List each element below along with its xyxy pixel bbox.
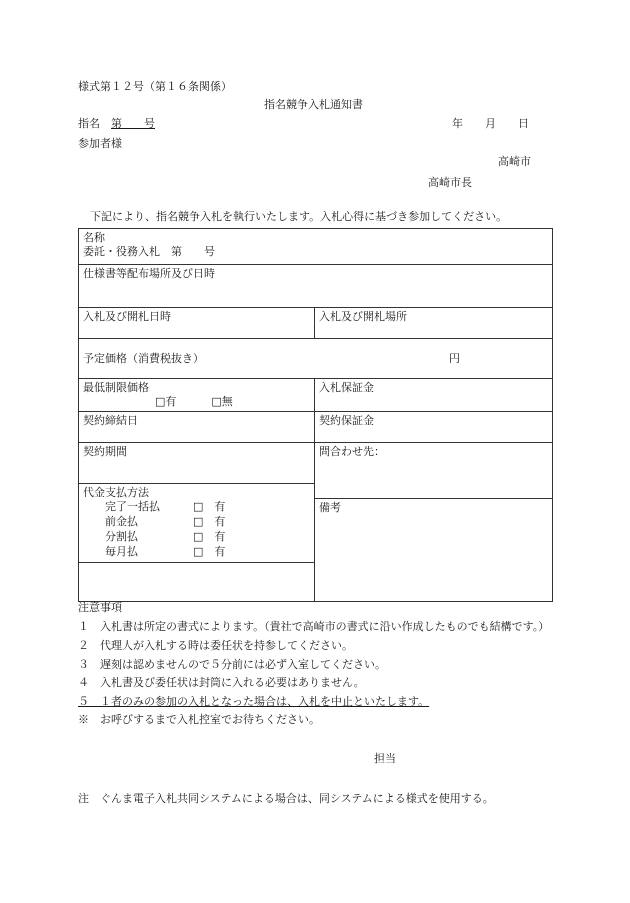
- remarks-cell: [315, 499, 553, 602]
- contract-period-label: 契約期間: [83, 445, 127, 458]
- designation-prefix: 指名: [78, 117, 100, 130]
- notice-table: [78, 228, 553, 602]
- bid-deposit-label: 入札保証金: [319, 381, 374, 394]
- min-price-no-checkbox[interactable]: □無: [211, 395, 233, 408]
- footer-note: 注 ぐんま電子入札共同システムによる場合は、同システムによる様式を使用する。: [78, 792, 494, 805]
- name-cell: [79, 229, 553, 265]
- designation-number: 第 号: [111, 117, 155, 130]
- contract-date-cell: [79, 412, 315, 443]
- intro-text: 下記により、指名競争入札を執行いたします。入札心得に基づき参加してください。: [90, 210, 508, 223]
- inquiry-cell: [315, 443, 553, 499]
- document-title: 指名競争入札通知書: [264, 98, 363, 111]
- payment-checkbox[interactable]: □ 有: [193, 515, 226, 528]
- note-item: ※ お呼びするまで入札控室でお待ちください。: [78, 713, 320, 726]
- payment-name: 前金払: [105, 515, 138, 528]
- contact-label: 担当: [374, 752, 396, 765]
- bid-datetime-label: 入札及び開札日時: [83, 310, 171, 323]
- contract-period-cell: [79, 443, 315, 484]
- contract-deposit-label: 契約保証金: [319, 414, 374, 427]
- blank-cell: [79, 563, 315, 602]
- note-item: ５ １者のみの参加の入札となった場合は、入札を中止といたします。: [78, 695, 430, 708]
- note-item: １ 入札書は所定の書式によります。（貴社で高崎市の書式に沿い作成したものでも結構です。）: [78, 620, 550, 633]
- spec-label: 仕様書等配布場所及び日時: [83, 267, 215, 280]
- payment-row: [83, 500, 310, 515]
- issuer-mayor: 高崎市長: [428, 176, 472, 189]
- note-item: ２ 代理人が入札する時は委任状を持参してください。: [78, 639, 353, 652]
- min-price-label: 最低制限価格: [83, 381, 149, 394]
- bid-deposit-cell: [315, 379, 553, 412]
- payment-checkbox[interactable]: □ 有: [193, 500, 226, 513]
- bid-place-label: 入札及び開札場所: [319, 310, 407, 323]
- payment-name: 毎月払: [105, 545, 138, 558]
- min-price-cell: [79, 379, 315, 412]
- payment-name: 分割払: [105, 530, 138, 543]
- payment-row: [83, 530, 310, 545]
- payment-label: 代金支払方法: [83, 486, 149, 499]
- issuer-city: 高崎市: [498, 155, 531, 168]
- contract-number: 委託・役務入札 第 号: [83, 245, 215, 258]
- payment-checkbox[interactable]: □ 有: [193, 530, 226, 543]
- payment-row: [83, 545, 310, 560]
- inquiry-label: 問合わせ先：: [319, 445, 385, 458]
- contract-date-label: 契約締結日: [83, 414, 138, 427]
- form-number: 様式第１２号（第１６条関係）: [78, 80, 232, 93]
- payment-row: [83, 515, 310, 530]
- yen-unit: 円: [449, 351, 460, 365]
- remarks-label: 備考: [319, 501, 341, 514]
- name-label: 名称: [83, 231, 105, 244]
- payment-name: 完了一括払: [105, 500, 160, 513]
- bid-place-cell: [315, 308, 553, 339]
- recipient: 参加者様: [78, 137, 122, 150]
- issue-date: 年 月 日: [452, 117, 529, 130]
- spec-cell: [79, 265, 553, 308]
- min-price-yes-checkbox[interactable]: □有: [155, 395, 177, 408]
- note-item: ４ 入札書及び委任状は封筒に入れる必要はありません。: [78, 676, 365, 689]
- designation: [78, 117, 155, 131]
- payment-cell: [79, 484, 315, 563]
- bid-datetime-cell: [79, 308, 315, 339]
- contract-deposit-cell: [315, 412, 553, 443]
- note-item: ３ 遅刻は認めませんので５分前には必ず入室してください。: [78, 658, 386, 671]
- estimated-price-label: 予定価格（消費税抜き）: [83, 351, 204, 365]
- estimated-price-cell: [79, 339, 553, 379]
- payment-checkbox[interactable]: □ 有: [193, 545, 226, 558]
- notes-heading: 注意事項: [78, 601, 122, 614]
